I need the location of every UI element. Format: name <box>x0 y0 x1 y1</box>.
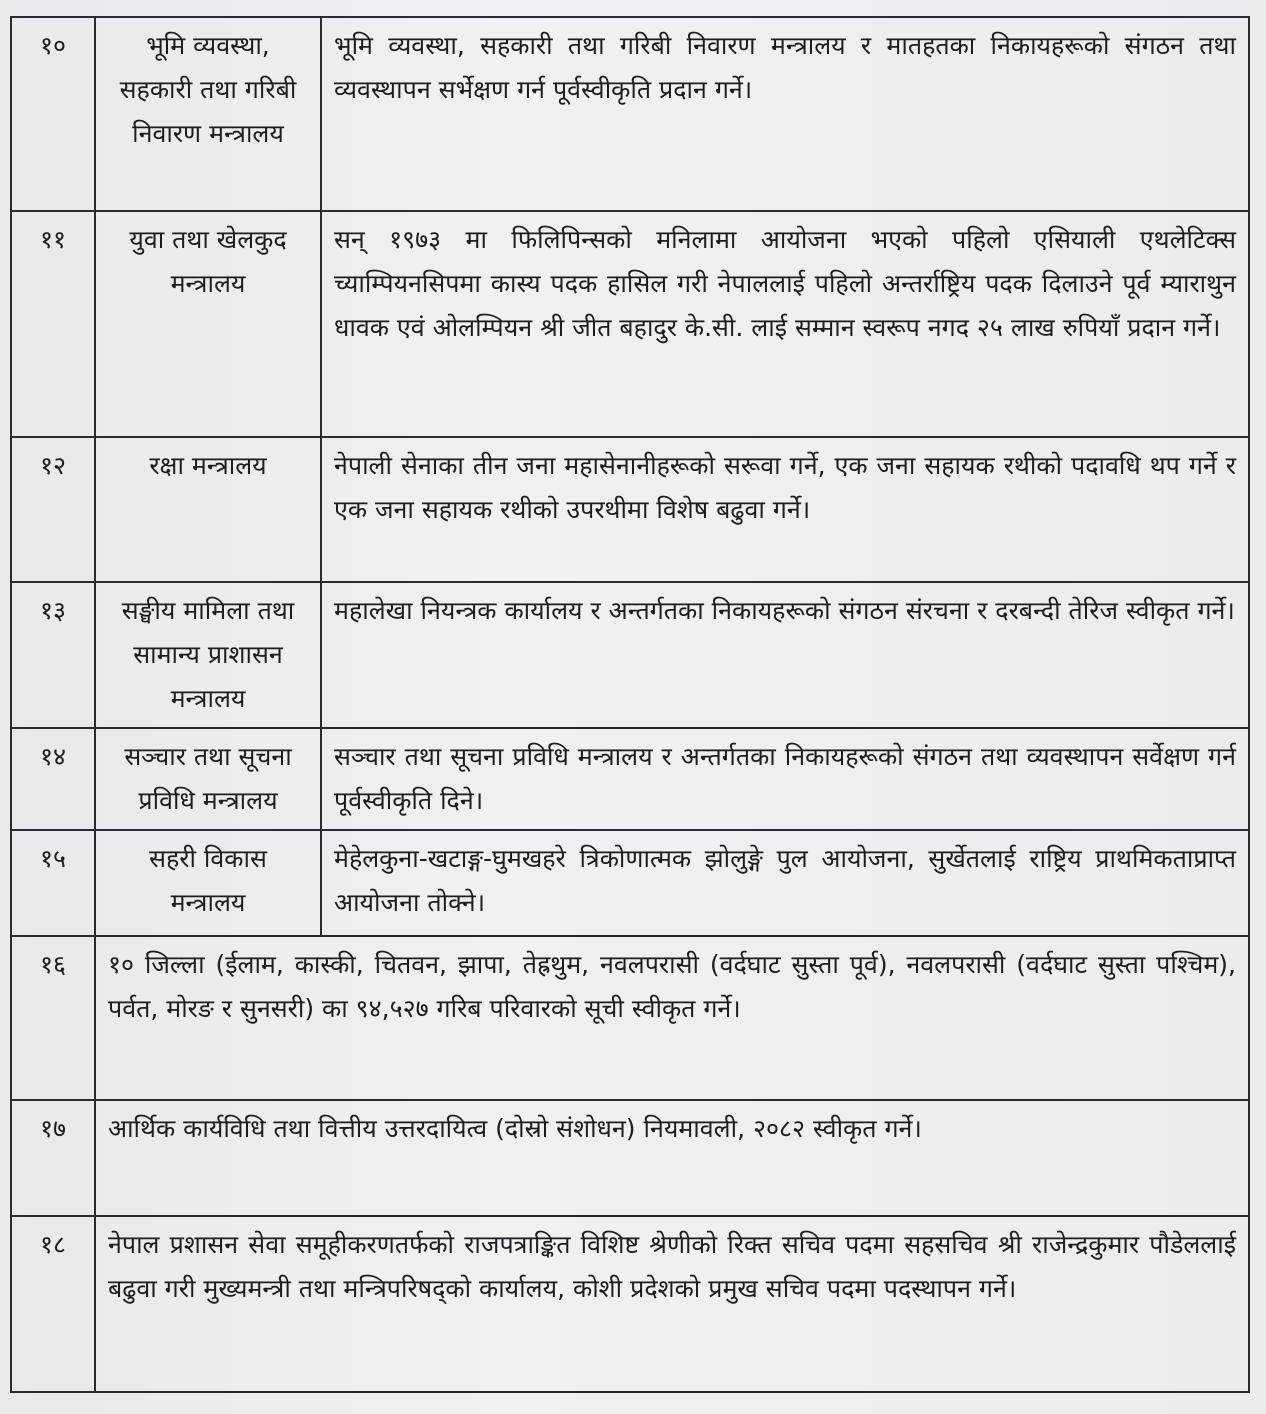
ministry-name: रक्षा मन्त्रालय <box>95 437 321 582</box>
row-number: १५ <box>11 830 95 936</box>
decision-text: नेपाली सेनाका तीन जना महासेनानीहरूको सरूवा गर्ने, एक जना सहायक रथीको पदावधि थप गर्ने र एक जना सहायक रथीको उपरथीमा विशेष बढुवा गर्ने। <box>321 437 1249 582</box>
table-row <box>11 211 1249 437</box>
row-number: १३ <box>11 582 95 728</box>
row-number: १८ <box>11 1216 95 1392</box>
row-number: १६ <box>11 936 95 1100</box>
decision-text: भूमि व्यवस्था, सहकारी तथा गरिबी निवारण मन्त्रालय र मातहतका निकायहरूको संगठन तथा व्यवस्थापन सर्भेक्षण गर्न पूर्वस्वीकृति प्रदान गर्ने। <box>321 17 1249 211</box>
decisions-table <box>10 16 1250 1393</box>
row-number: १२ <box>11 437 95 582</box>
table-row <box>11 17 1249 211</box>
table-row <box>11 728 1249 830</box>
decision-text: महालेखा नियन्त्रक कार्यालय र अन्तर्गतका निकायहरूको संगठन संरचना र दरबन्दी तेरिज स्वीकृत गर्ने। <box>321 582 1249 728</box>
table-row <box>11 936 1249 1100</box>
table-row <box>11 582 1249 728</box>
decision-text: नेपाल प्रशासन सेवा समूहीकरणतर्फको राजपत्राङ्कित विशिष्ट श्रेणीको रिक्त सचिव पदमा सहसचिव श्री राजेन्द्रकुमार पौडेललाई बढुवा गरी मुख्यमन्त्री तथा मन्त्रिपरिषद्को कार्यालय, कोशी प्रदेशको प्रमुख सचिव पदमा पदस्थापन गर्ने। <box>95 1216 1249 1392</box>
ministry-name: भूमि व्यवस्था, सहकारी तथा गरिबी निवारण मन्त्रालय <box>95 17 321 211</box>
table-row <box>11 437 1249 582</box>
table-row <box>11 1100 1249 1216</box>
ministry-name: युवा तथा खेलकुद मन्त्रालय <box>95 211 321 437</box>
row-number: १७ <box>11 1100 95 1216</box>
decision-text: मेहेलकुना-खटाङ्ग-घुमखहरे त्रिकोणात्मक झोलुङ्गे पुल आयोजना, सुर्खेतलाई राष्ट्रिय प्राथमिकताप्राप्त आयोजना तोक्ने। <box>321 830 1249 936</box>
ministry-name: सञ्चार तथा सूचना प्रविधि मन्त्रालय <box>95 728 321 830</box>
decision-text: सञ्चार तथा सूचना प्रविधि मन्त्रालय र अन्तर्गतका निकायहरूको संगठन तथा व्यवस्थापन सर्वेक्षण गर्न पूर्वस्वीकृति दिने। <box>321 728 1249 830</box>
decision-text: १० जिल्ला (ईलाम, कास्की, चितवन, झापा, तेह्रथुम, नवलपरासी (वर्दघाट सुस्ता पूर्व), नवलपरासी (वर्दघाट सुस्ता पश्चिम), पर्वत, मोरङ र सुनसरी) का ९४,५२७ गरिब परिवारको सूची स्वीकृत गर्ने। <box>95 936 1249 1100</box>
row-number: १४ <box>11 728 95 830</box>
decision-text: सन् १९७३ मा फिलिपिन्सको मनिलामा आयोजना भएको पहिलो एसियाली एथलेटिक्स च्याम्पियनसिपमा कास्य पदक हासिल गरी नेपाललाई पहिलो अन्तर्राष्ट्रिय पदक दिलाउने पूर्व म्याराथुन धावक एवं ओलम्पियन श्री जीत बहादुर के.सी. लाई सम्मान स्वरूप नगद २५ लाख रुपियाँ प्रदान गर्ने। <box>321 211 1249 437</box>
ministry-name: सङ्घीय मामिला तथा सामान्य प्राशासन मन्त्रालय <box>95 582 321 728</box>
row-number: १० <box>11 17 95 211</box>
row-number: ११ <box>11 211 95 437</box>
table-row <box>11 830 1249 936</box>
ministry-name: सहरी विकास मन्त्रालय <box>95 830 321 936</box>
table-row <box>11 1216 1249 1392</box>
decision-text: आर्थिक कार्यविधि तथा वित्तीय उत्तरदायित्व (दोस्रो संशोधन) नियमावली, २०८२ स्वीकृत गर्ने। <box>95 1100 1249 1216</box>
